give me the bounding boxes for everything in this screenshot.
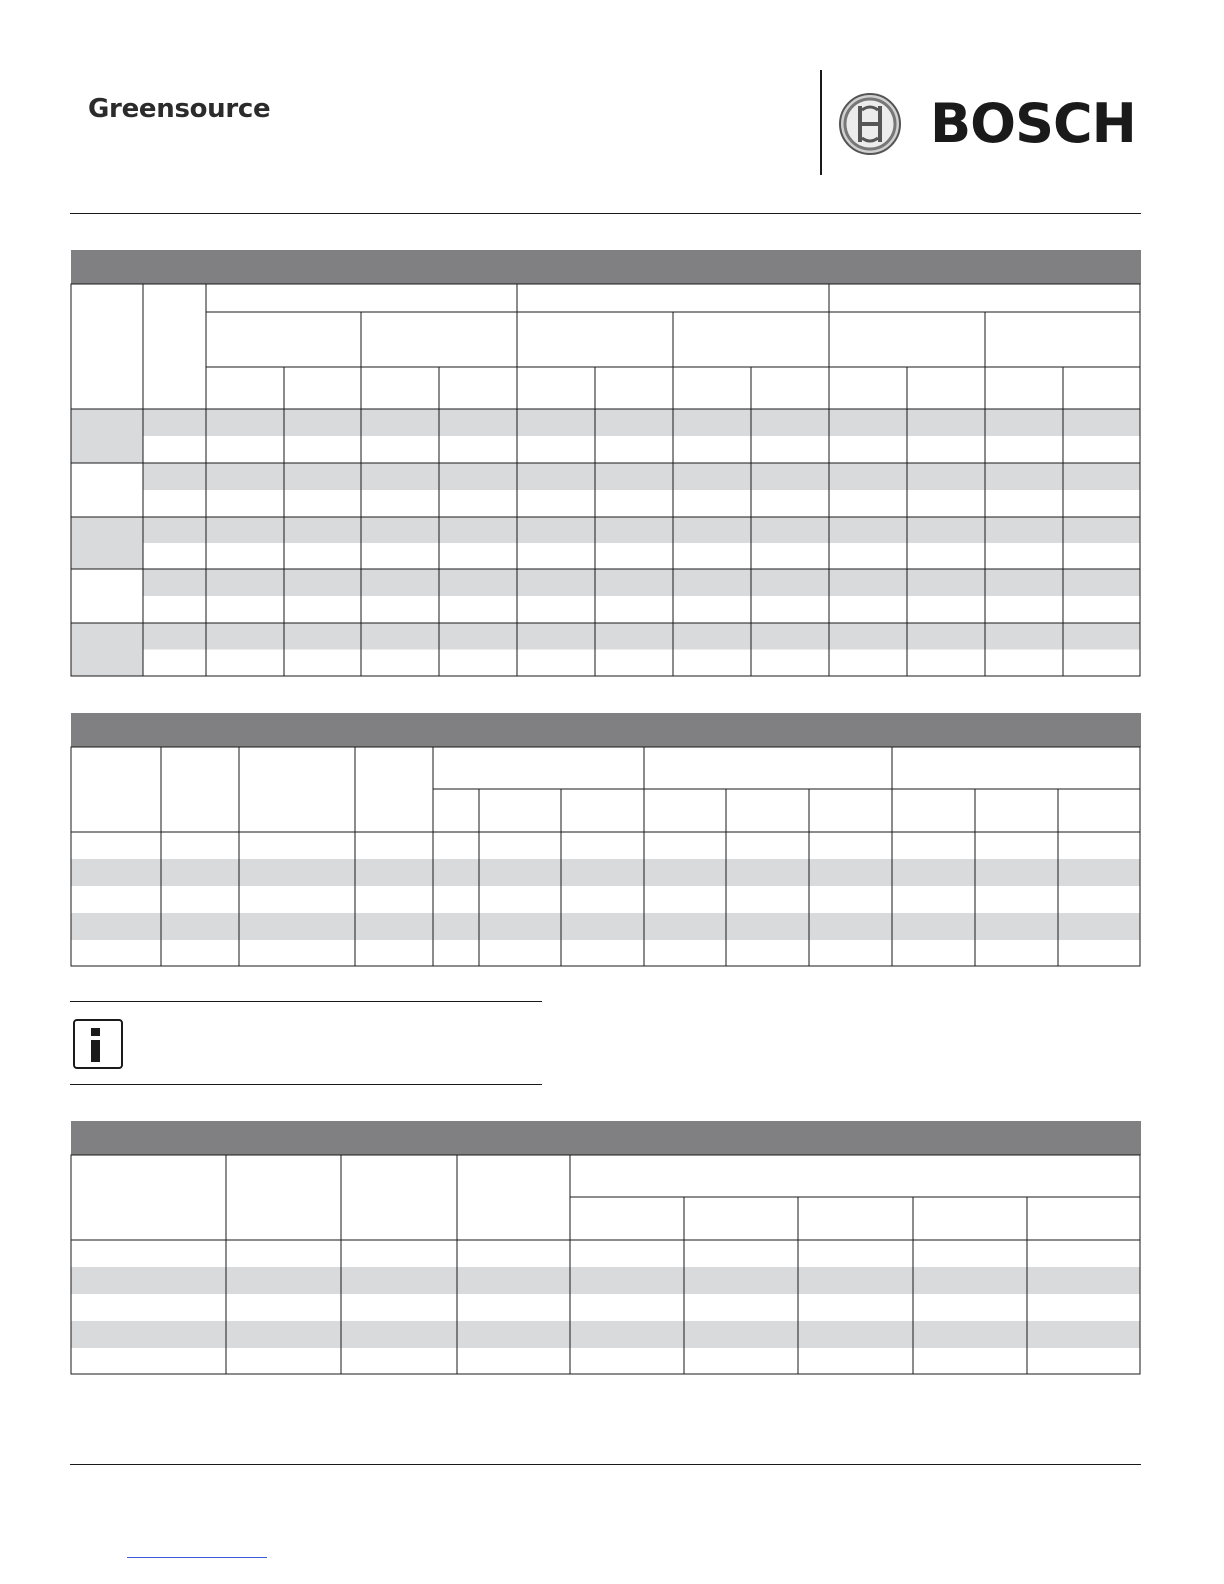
t2-shaded-row <box>71 859 1140 886</box>
t1-shaded-row <box>143 623 1140 650</box>
footer-rule <box>70 1464 1141 1465</box>
t1-shaded-row <box>143 409 1140 436</box>
t1-shaded-row <box>143 517 1140 543</box>
note-bottom-rule <box>70 1084 542 1085</box>
t1-shaded-row <box>143 463 1140 490</box>
t1-shaded-group-label <box>71 623 143 676</box>
t2-shaded-row <box>71 913 1140 940</box>
t3-shaded-row <box>71 1321 1140 1348</box>
t1-shaded-group-label <box>71 409 143 463</box>
bosch-logo: BOSCH <box>930 92 1136 155</box>
note-top-rule <box>70 1001 542 1002</box>
greensource-logo: Greensource <box>88 94 271 124</box>
t1-shaded-row <box>143 569 1140 596</box>
info-icon-dot <box>91 1028 100 1036</box>
t1-shaded-group-label <box>71 517 143 569</box>
t3-shaded-row <box>71 1267 1140 1294</box>
footer-link[interactable] <box>127 1557 267 1558</box>
info-icon-stem <box>91 1040 100 1062</box>
